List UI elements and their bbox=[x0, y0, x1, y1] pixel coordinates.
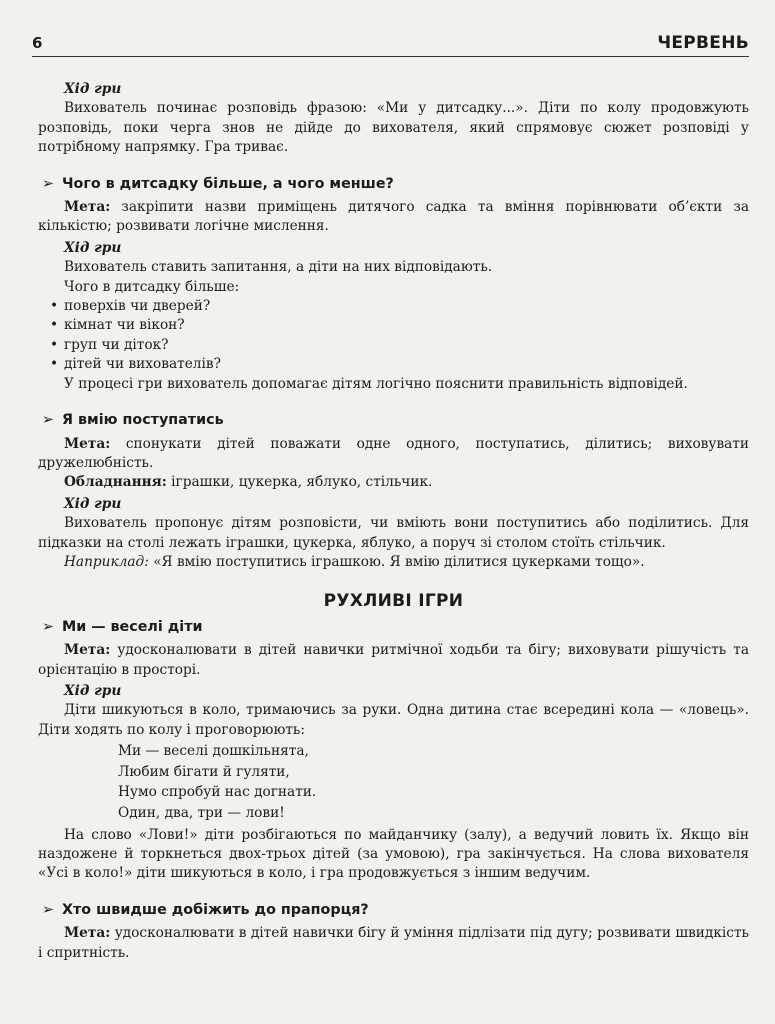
list-item: • кімнат чи вікон? bbox=[38, 316, 749, 335]
goal-paragraph: Мета: спонукати дітей поважати одне одного, поступатись, ділитись; виховувати дружелюбність. bbox=[38, 435, 750, 471]
list-item: • груп чи діток? bbox=[38, 336, 749, 355]
game-title: ➢ Хто швидше добіжить до прапорця? bbox=[38, 901, 749, 920]
goal-paragraph: Мета: удосконалювати в дітей навички ритмічної ходьби та бігу; виховувати рішучість та орієнтацію в просторі. bbox=[38, 642, 749, 678]
page-number: 6 bbox=[32, 34, 43, 52]
page-content bbox=[38, 78, 749, 963]
arrow-icon: ➢ bbox=[42, 618, 54, 635]
game-title: ➢ Я вмію поступатись bbox=[38, 411, 749, 430]
game-title: ➢ Ми — веселі діти bbox=[38, 618, 749, 637]
goal-paragraph: Мета: закріпити назви приміщень дитячого садка та вміння порівнювати об’єкти за кількістю; розвивати логічне мислення. bbox=[38, 199, 749, 235]
paragraph: Чого в дитсадку більше: bbox=[64, 278, 240, 295]
bullet-icon: • bbox=[50, 356, 59, 373]
subheading-hid-gry: Хід гри bbox=[64, 495, 122, 512]
poem bbox=[38, 741, 749, 823]
arrow-icon: ➢ bbox=[42, 175, 54, 192]
page-header bbox=[32, 26, 749, 57]
question-list bbox=[38, 297, 749, 375]
poem-line: Нумо спробуй нас догнати. bbox=[118, 784, 317, 801]
list-item: • поверхів чи дверей? bbox=[38, 297, 749, 316]
subheading-hid-gry: Хід гри bbox=[64, 239, 122, 256]
arrow-icon: ➢ bbox=[42, 901, 54, 918]
subheading-hid-gry: Хід гри bbox=[64, 81, 122, 97]
paragraph: Вихователь ставить запитання, а діти на них відповідають. bbox=[64, 259, 493, 276]
paragraph: Діти шикуються в коло, тримаючись за руки. Одна дитина стає всередині кола — «ловець». Діти ходять по колу і проговорюють: bbox=[38, 702, 749, 738]
poem-line: Любим бігати й гуляти, bbox=[118, 763, 290, 780]
section-title: РУХЛИВІ ІГРИ bbox=[323, 591, 464, 612]
paragraph: На слово «Лови!» діти розбігаються по майданчику (залу), а ведучий ловить їх. Якщо він наздожене й торкнеться двох-трьох дітей (за умовою), гра закінчується. На слова вихователя «Усі в коло!» діти шикуються в коло, і гра продовжується з іншим ведучим. bbox=[38, 826, 749, 882]
bullet-icon: • bbox=[50, 336, 59, 353]
paragraph: Вихователь пропонує дітям розповісти, чи вміють вони поступитись або поділитись. Для підказки на столі лежать іграшки, цукерка, яблуко, а поруч зі столом стоїть стільчик. bbox=[38, 515, 749, 551]
example-paragraph: Наприклад: «Я вмію поступитись іграшкою. Я вмію ділитися цукерками тощо». bbox=[64, 553, 645, 570]
poem-line: Ми — веселі дошкільнята, bbox=[118, 743, 309, 760]
running-title: ЧЕРВЕНЬ bbox=[657, 33, 749, 53]
list-item: • дітей чи вихователів? bbox=[38, 355, 749, 374]
poem-line: Один, два, три — лови! bbox=[118, 804, 285, 821]
subheading-hid-gry: Хід гри bbox=[64, 682, 122, 699]
paragraph: Вихователь починає розповідь фразою: «Ми у дитсадку...». Діти по колу продовжують розповідь, поки черга знов не дійде до вихователя, який спрямовує сюжет розповіді у потрібному напрямку. Гра триває. bbox=[38, 100, 749, 156]
bullet-icon: • bbox=[50, 298, 59, 315]
bullet-icon: • bbox=[50, 317, 59, 334]
arrow-icon: ➢ bbox=[42, 412, 54, 429]
game-title: ➢ Чого в дитсадку більше, а чого менше? bbox=[38, 175, 749, 194]
goal-paragraph: Мета: удосконалювати в дітей навички бігу й уміння підлізати під дугу; розвивати швидкість і спритність. bbox=[38, 925, 749, 961]
paragraph: У процесі гри вихователь допомагає дітям логічно пояснити правильність відповідей. bbox=[64, 375, 688, 392]
equipment-paragraph: Обладнання: іграшки, цукерка, яблуко, стільчик. bbox=[64, 474, 433, 491]
